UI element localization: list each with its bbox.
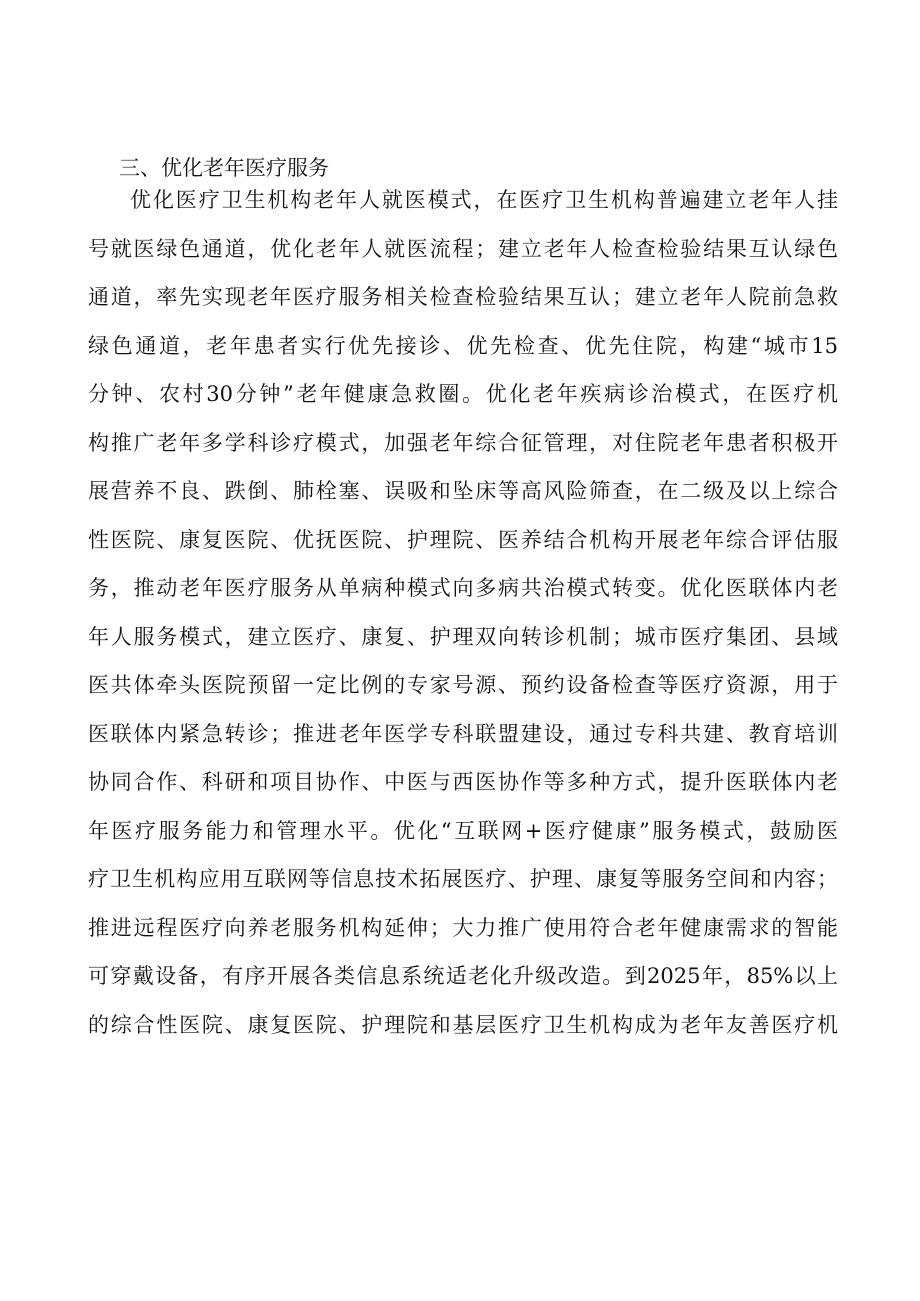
paragraph-line: 医共体牵头医院预留一定比例的专家号源、预约设备检查等医疗资源，用于 <box>88 673 838 697</box>
paragraph-line: 号就医绿色通道，优化老年人就医流程；建立老年人检查检验结果互认绿色 <box>88 236 838 261</box>
paragraph-line: 疗卫生机构应用互联网等信息技术拓展医疗、护理、康复等服务空间和内容； <box>88 867 838 891</box>
paragraph-line: 构推广老年多学科诊疗模式，加强老年综合征管理，对住院老年患者积极开 <box>88 430 838 455</box>
paragraph-line: 绿色通道，老年患者实行优先接诊、优先检查、优先住院，构建“城市15 <box>88 333 838 358</box>
paragraph-line: 优化医疗卫生机构老年人就医模式，在医疗卫生机构普遍建立老年人挂 <box>130 188 838 212</box>
paragraph-line: 医联体内紧急转诊；推进老年医学专科联盟建设，通过专科共建、教育培训 <box>88 721 838 746</box>
section-heading: 三、优化老年医疗服务 <box>119 156 329 180</box>
paragraph-line: 展营养不良、跌倒、肺栓塞、误吸和坠床等高风险筛查，在二级及以上综合 <box>88 479 838 503</box>
paragraph-line: 的综合性医院、康复医院、护理院和基层医疗卫生机构成为老年友善医疗机 <box>88 1012 838 1037</box>
paragraph-line: 协同合作、科研和项目协作、中医与西医协作等多种方式，提升医联体内老 <box>88 770 838 794</box>
paragraph-line: 年医疗服务能力和管理水平。优化“互联网+医疗健康”服务模式，鼓励医 <box>88 818 838 843</box>
paragraph-line: 可穿戴设备，有序开展各类信息系统适老化升级改造。到2025年，85%以上 <box>88 964 838 988</box>
paragraph-line: 推进远程医疗向养老服务机构延伸；大力推广使用符合老年健康需求的智能 <box>88 915 838 940</box>
paragraph-line: 年人服务模式，建立医疗、康复、护理双向转诊机制；城市医疗集团、县域 <box>88 624 838 649</box>
paragraph-line: 分钟、农村30分钟”老年健康急救圈。优化老年疾病诊治模式，在医疗机 <box>88 382 838 406</box>
paragraph-line: 性医院、康复医院、优抚医院、护理院、医养结合机构开展老年综合评估服 <box>88 527 838 552</box>
paragraph-line: 务，推动老年医疗服务从单病种模式向多病共治模式转变。优化医联体内老 <box>88 576 838 600</box>
paragraph-line: 通道，率先实现老年医疗服务相关检查检验结果互认；建立老年人院前急救 <box>88 285 838 309</box>
body-paragraph <box>88 176 838 1049</box>
